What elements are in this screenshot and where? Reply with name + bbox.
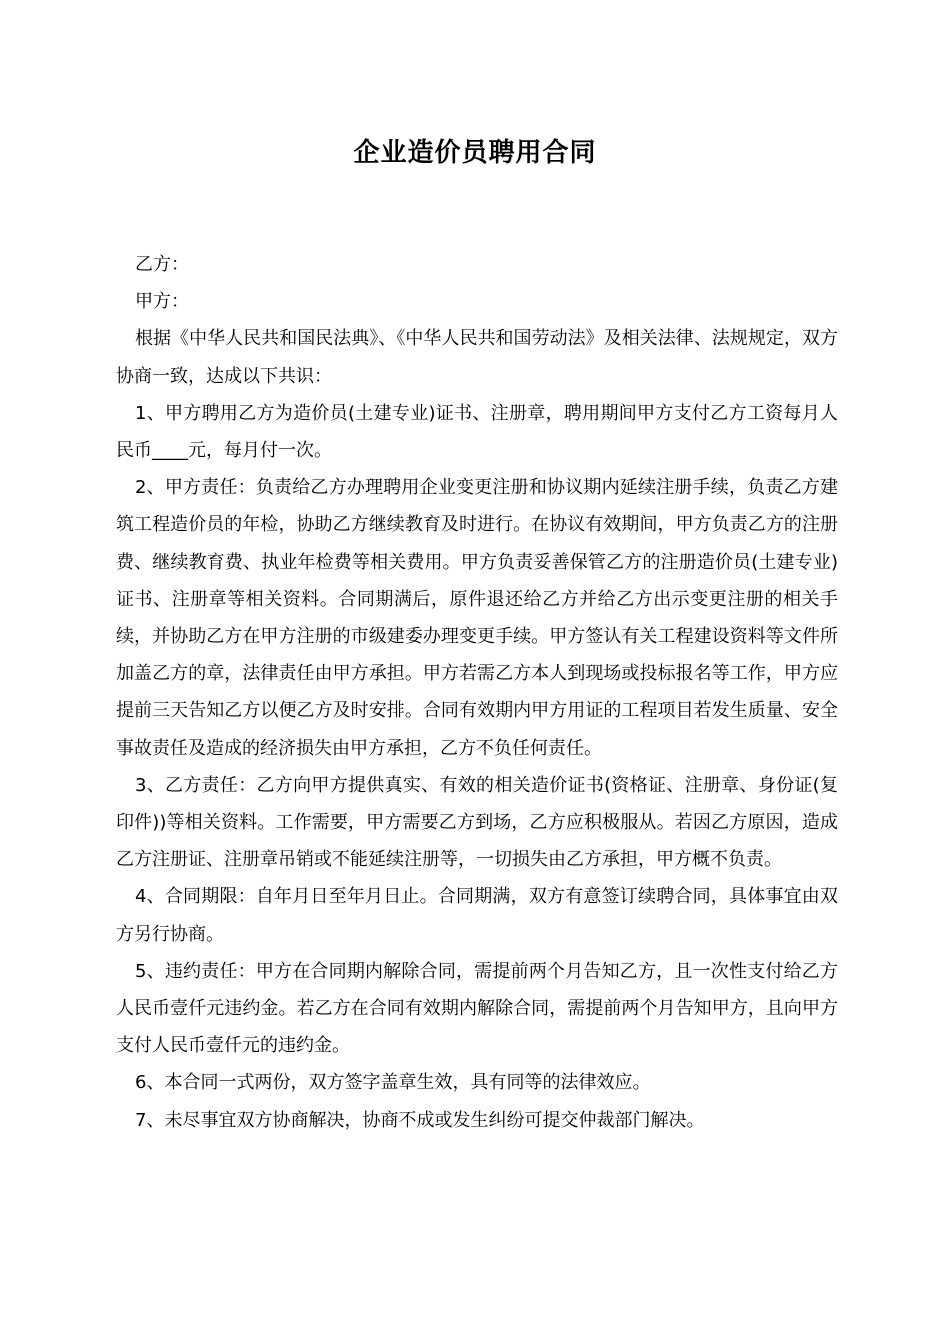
clause-1: 1、甲方聘用乙方为造价员(土建专业)证书、注册章，聘用期间甲方支付乙方工资每月人民币____元，每月付一次。 — [116, 402, 838, 462]
clause-5: 5、违约责任：甲方在合同期内解除合同，需提前两个月告知乙方，且一次性支付给乙方人民币壹仟元违约金。若乙方在合同有效期内解除合同，需提前两个月告知甲方，且向甲方支付人民币壹仟元的违约金。 — [116, 960, 838, 1057]
document-title: 企业造价员聘用合同 — [353, 138, 597, 168]
party-a-line: 甲方： — [135, 291, 189, 313]
clause-6: 6、本合同一式两份，双方签字盖章生效，具有同等的法律效应。 — [135, 1072, 651, 1094]
clause-2: 2、甲方责任：负责给乙方办理聘用企业变更注册和协议期内延续注册手续，负责乙方建筑工程造价员的年检，协助乙方继续教育及时进行。在协议有效期间，甲方负责乙方的注册费、继续教育费、执业年检费等相关费用。甲方负责妥善保管乙方的注册造价员(土建专业)证书、注册章等相关资料。合同期满后，原件退还给乙方并给乙方出示变更注册的相关手续，并协助乙方在甲方注册的市级建委办理变更手续。甲方签认有关工程建设资料等文件所加盖乙方的章，法律责任由甲方承担。甲方若需乙方本人到现场或投标报名等工作，甲方应提前三天告知乙方以便乙方及时安排。合同有效期内甲方用证的工程项目若发生质量、安全事故责任及造成的经济损失由甲方承担，乙方不负任何责任。 — [116, 477, 838, 759]
clause-7: 7、未尽事宜双方协商解决，协商不成或发生纠纷可提交仲裁部门解决。 — [135, 1109, 705, 1131]
party-b-line: 乙方： — [135, 254, 189, 275]
clause-4: 4、合同期限：自年月日至年月日止。合同期满，双方有意签订续聘合同，具体事宜由双方另行协商。 — [116, 886, 838, 945]
document-body — [116, 246, 838, 1139]
clause-3: 3、乙方责任：乙方向甲方提供真实、有效的相关造价证书(资格证、注册章、身份证(复印件))等相关资料。工作需要，甲方需要乙方到场，乙方应积极服从。若因乙方原因，造成乙方注册证、注册章吊销或不能延续注册等，一切损失由乙方承担，甲方概不负责。 — [116, 774, 838, 871]
preamble-paragraph: 根据《中华人民共和国民法典》、《中华人民共和国劳动法》及相关法律、法规规定，双方协商一致，达成以下共识： — [116, 328, 838, 387]
